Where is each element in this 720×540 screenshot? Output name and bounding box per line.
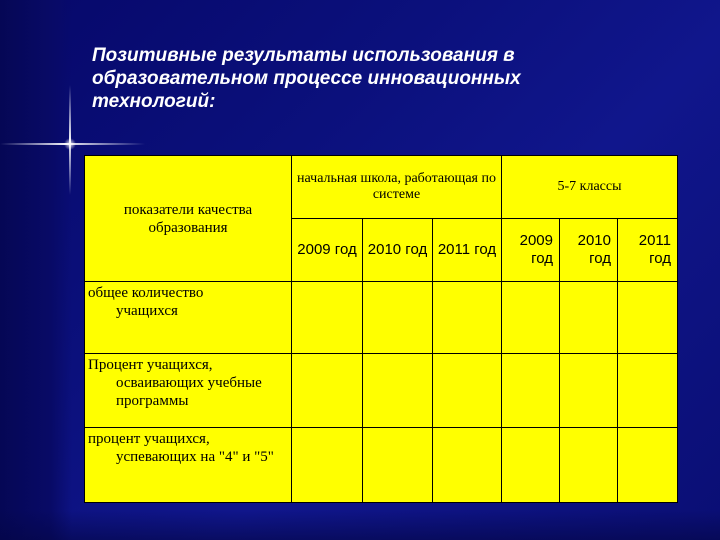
table-cell bbox=[433, 354, 502, 428]
group-header-grades-5-7: 5-7 классы bbox=[502, 156, 678, 219]
row-label-continuation: успевающих на "4" и "5" bbox=[116, 449, 274, 465]
table-cell bbox=[560, 428, 618, 503]
row-label bbox=[85, 354, 292, 428]
row-label bbox=[85, 282, 292, 354]
results-table-container bbox=[84, 155, 678, 503]
table-cell bbox=[502, 354, 560, 428]
year-header: 2010 год bbox=[560, 219, 618, 282]
table-cell bbox=[618, 354, 678, 428]
table-cell bbox=[433, 282, 502, 354]
row-label-first-line: процент учащихся, bbox=[88, 431, 210, 447]
row-label-continuation: осваивающих учебные программы bbox=[116, 375, 262, 409]
table-cell bbox=[292, 282, 363, 354]
table-cell bbox=[363, 282, 433, 354]
group-header-primary-school: начальная школа, работающая по системе bbox=[292, 156, 502, 219]
table-cell bbox=[292, 354, 363, 428]
table-row bbox=[85, 428, 678, 503]
row-label-continuation: учащихся bbox=[116, 303, 178, 319]
row-label bbox=[85, 428, 292, 503]
year-header: 2011 год bbox=[618, 219, 678, 282]
table-cell bbox=[363, 354, 433, 428]
table-cell bbox=[560, 282, 618, 354]
table-row bbox=[85, 282, 678, 354]
table-cell bbox=[363, 428, 433, 503]
table-cell bbox=[292, 428, 363, 503]
year-header: 2009 год bbox=[502, 219, 560, 282]
table-cell bbox=[618, 282, 678, 354]
indicator-header: показатели качества образования bbox=[85, 156, 292, 282]
results-table bbox=[84, 155, 678, 503]
table-row bbox=[85, 354, 678, 428]
table-cell bbox=[433, 428, 502, 503]
row-label-first-line: Процент учащихся, bbox=[88, 357, 213, 373]
table-cell bbox=[502, 428, 560, 503]
year-header: 2009 год bbox=[292, 219, 363, 282]
year-header: 2010 год bbox=[363, 219, 433, 282]
bottom-decorative-band bbox=[0, 510, 720, 540]
table-cell bbox=[560, 354, 618, 428]
year-header: 2011 год bbox=[433, 219, 502, 282]
table-cell bbox=[618, 428, 678, 503]
slide-title: Позитивные результаты использования в образовательном процессе инновационных технологий: bbox=[92, 45, 521, 112]
table-cell bbox=[502, 282, 560, 354]
row-label-first-line: общее количество bbox=[88, 285, 204, 301]
